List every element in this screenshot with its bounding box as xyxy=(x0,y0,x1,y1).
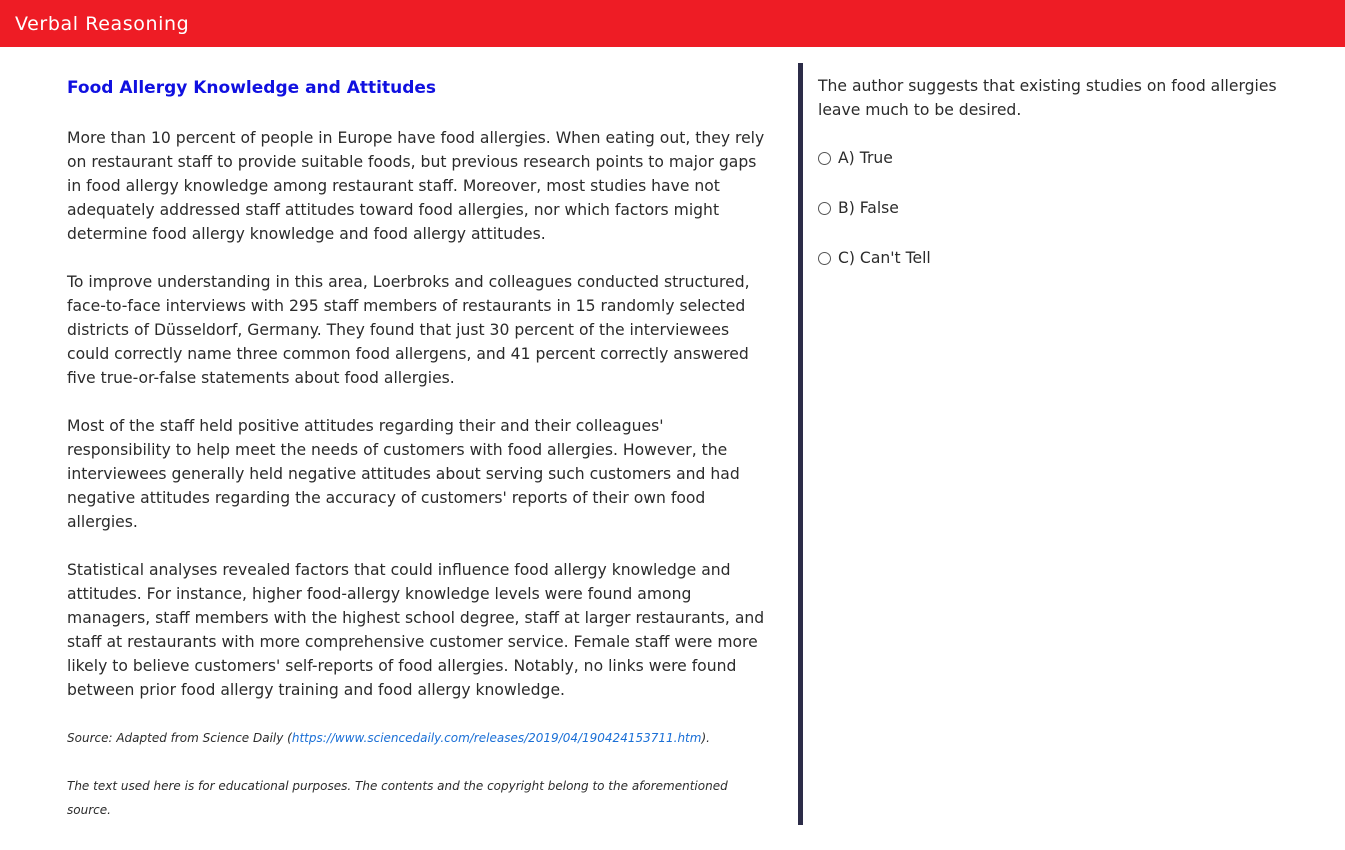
panel-divider xyxy=(798,63,803,825)
source-citation xyxy=(67,726,772,750)
passage-paragraph: Most of the staff held positive attitudes regarding their and their colleagues' responsibility to help meet the needs of customers with food allergies. However, the interviewees generally held negative attitudes about serving such customers and had negative attitudes regarding the accuracy of customers' reports of their own food allergies. xyxy=(67,417,740,531)
answer-option-a[interactable] xyxy=(818,146,1318,170)
source-link[interactable]: https://www.sciencedaily.com/releases/2019/04/190424153711.htm xyxy=(291,731,702,745)
source-prefix: Source: Adapted from Science Daily ( xyxy=(67,731,292,745)
passage-panel xyxy=(67,76,772,846)
radio-button-icon[interactable] xyxy=(818,152,831,165)
passage-paragraph: Statistical analyses revealed factors that could influence food allergy knowledge and attitudes. For instance, higher food-allergy knowledge levels were found among managers, staff members with the highest school degree, staff at larger restaurants, and staff at restaurants with more comprehensive customer service. Female staff were more likely to believe customers' self-reports of food allergies. Notably, no links were found between prior food allergy training and food allergy knowledge. xyxy=(67,561,765,699)
answer-option-label[interactable]: C) Can't Tell xyxy=(838,249,931,267)
passage-paragraph: To improve understanding in this area, Loerbroks and colleagues conducted structured, face-to-face interviews with 295 staff members of restaurants in 15 randomly selected districts of Düsseldorf, Germany. They found that just 30 percent of the interviewees could correctly name three common food allergens, and 41 percent correctly answered five true-or-false statements about food allergies. xyxy=(67,273,750,387)
answer-option-label[interactable]: B) False xyxy=(838,199,899,217)
answer-option-b[interactable] xyxy=(818,196,1318,220)
radio-button-icon[interactable] xyxy=(818,252,831,265)
radio-button-icon[interactable] xyxy=(818,202,831,215)
answer-option-label[interactable]: A) True xyxy=(838,149,893,167)
source-suffix: ). xyxy=(701,731,710,745)
question-panel xyxy=(818,74,1318,296)
app-title: Verbal Reasoning xyxy=(15,12,190,35)
top-bar xyxy=(0,0,1345,47)
passage-paragraph: More than 10 percent of people in Europe have food allergies. When eating out, they rely on restaurant staff to provide suitable foods, but previous research points to major gaps in food allergy knowledge among restaurant staff. Moreover, most studies have not adequately addressed staff attitudes toward food allergies, nor which factors might determine food allergy knowledge and food allergy attitudes. xyxy=(67,129,765,243)
answer-option-c[interactable] xyxy=(818,246,1318,270)
question-stem: The author suggests that existing studies on food allergies leave much to be desired. xyxy=(818,77,1277,119)
passage-heading: Food Allergy Knowledge and Attitudes xyxy=(67,78,437,98)
disclaimer-text: The text used here is for educational purposes. The contents and the copyright belong to the aforementioned source. xyxy=(67,779,728,817)
